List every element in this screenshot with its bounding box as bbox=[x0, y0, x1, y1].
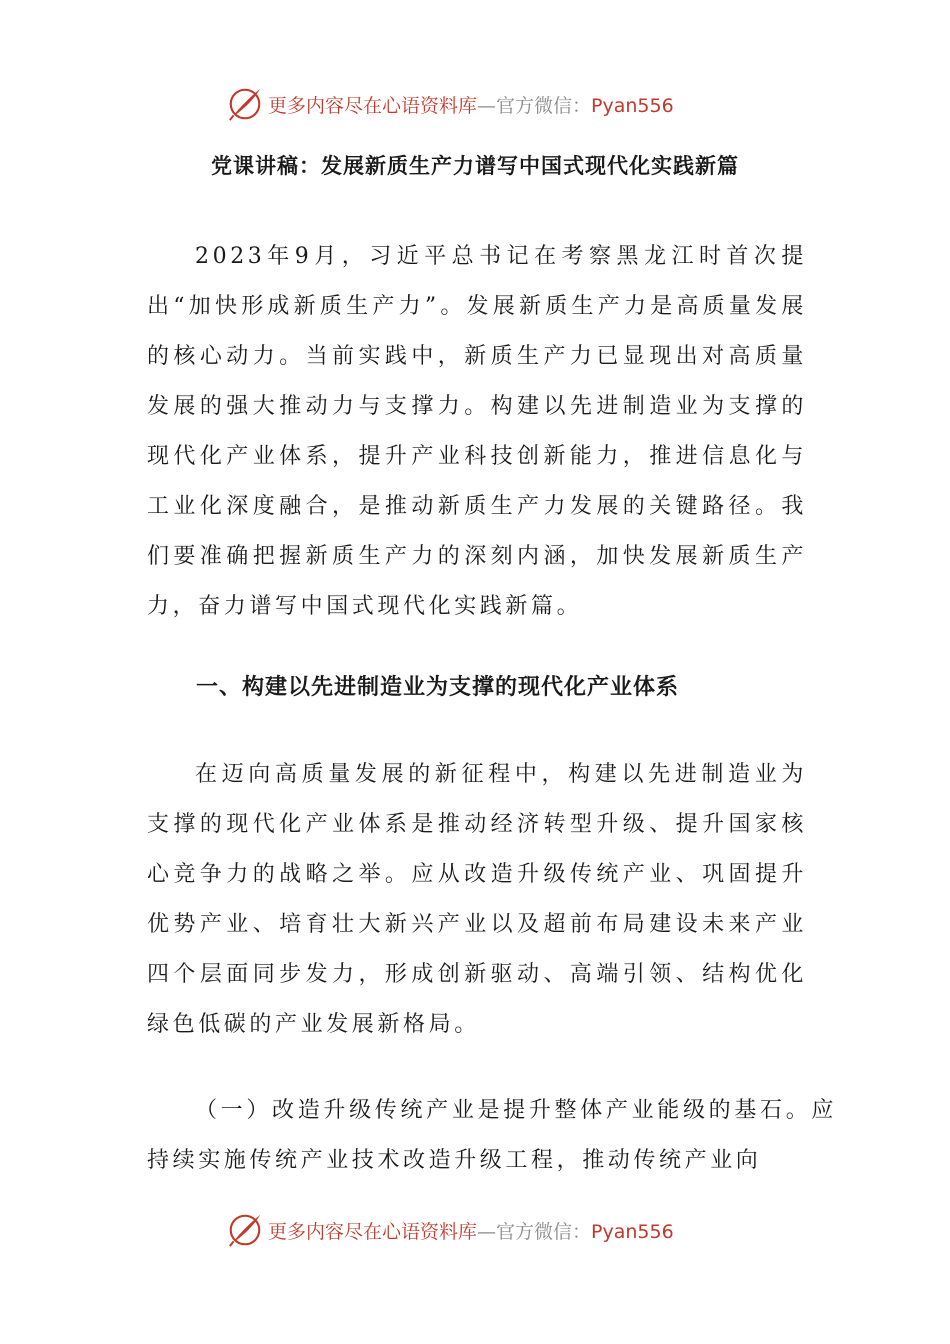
section-1-paragraph: 在迈向高质量发展的新征程中，构建以先进制造业为支撑的现代化产业体系是推动经济转型升级、提升国家核心竞争力的战略之举。应从改造升级传统产业、巩固提升优势产业、培育壮大新兴产业以及超前布局建设未来产业四个层面同步发力，形成创新驱动、高端引领、结构优化绿色低碳的产业发展新格局。 bbox=[147, 762, 807, 1037]
subsection-1-paragraph: （一）改造升级传统产业是提升整体产业能级的基石。应持续实施传统产业技术改造升级工程，推动传统产业向 bbox=[147, 1098, 837, 1173]
watermark-text: 更多内容尽在心语资料库—官方微信：Pyan556 bbox=[268, 1220, 674, 1243]
section-heading-1: 一、构建以先进制造业为支撑的现代化产业体系 bbox=[196, 675, 680, 700]
intro-paragraph: 2023年9月，习近平总书记在考察黑龙江时首次提出“加快形成新质生产力”。发展新质生产力是高质量发展的核心动力。当前实践中，新质生产力已显现出对高质量发展的强大推动力与支撑力。构建以先进制造业为支撑的现代化产业体系，提升产业科技创新能力，推进信息化与工业化深度融合，是推动新质生产力发展的关键路径。我们要准确把握新质生产力的深刻内涵，加快发展新质生产力，奋力谱写中国式现代化实践新篇。 bbox=[147, 244, 807, 619]
quill-logo-icon bbox=[226, 1211, 264, 1249]
watermark-banner-bottom bbox=[0, 1208, 950, 1252]
watermark-banner-top bbox=[0, 82, 950, 126]
document-title: 党课讲稿：发展新质生产力谱写中国式现代化实践新篇 bbox=[211, 154, 739, 178]
watermark-text: 更多内容尽在心语资料库—官方微信：Pyan556 bbox=[268, 94, 674, 117]
quill-logo-icon bbox=[226, 85, 264, 123]
